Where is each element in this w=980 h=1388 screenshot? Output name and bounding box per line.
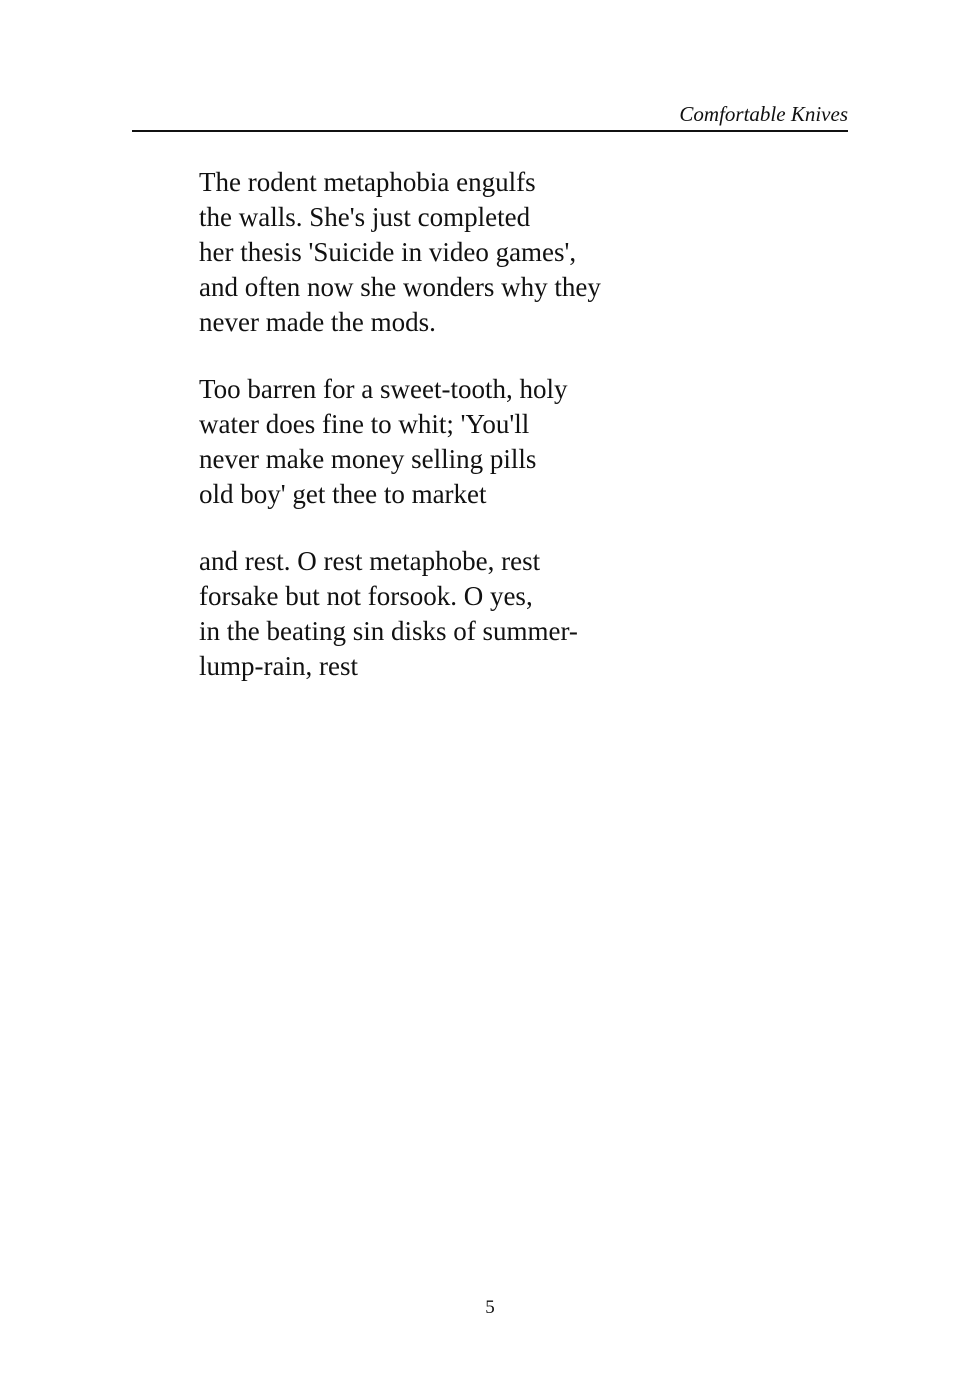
poem-line: Too barren for a sweet-tooth, holy bbox=[199, 374, 568, 404]
poem-line: never make money selling pills bbox=[199, 444, 537, 474]
stanza-3 bbox=[199, 544, 839, 684]
poem-line: the walls. She's just completed bbox=[199, 202, 531, 232]
poem-line: The rodent metaphobia engulfs bbox=[199, 167, 536, 197]
poem-line: her thesis 'Suicide in video games', bbox=[199, 237, 577, 267]
stanza-1 bbox=[199, 165, 839, 340]
poem-line: never made the mods. bbox=[199, 307, 436, 337]
poem-line: forsake but not forsook. O yes, bbox=[199, 581, 533, 611]
poem-line: old boy' get thee to market bbox=[199, 479, 487, 509]
poem-line: lump-rain, rest bbox=[199, 651, 358, 681]
poem-line: water does fine to whit; 'You'll bbox=[199, 409, 530, 439]
poem bbox=[199, 165, 839, 716]
poem-line: and often now she wonders why they bbox=[199, 272, 601, 302]
running-header-title: Comfortable Knives bbox=[679, 102, 848, 126]
stanza-2 bbox=[199, 372, 839, 512]
page-number: 5 bbox=[485, 1297, 495, 1318]
poem-line: and rest. O rest metaphobe, rest bbox=[199, 546, 541, 576]
poem-line: in the beating sin disks of summer- bbox=[199, 616, 578, 646]
header-rule bbox=[132, 130, 848, 132]
